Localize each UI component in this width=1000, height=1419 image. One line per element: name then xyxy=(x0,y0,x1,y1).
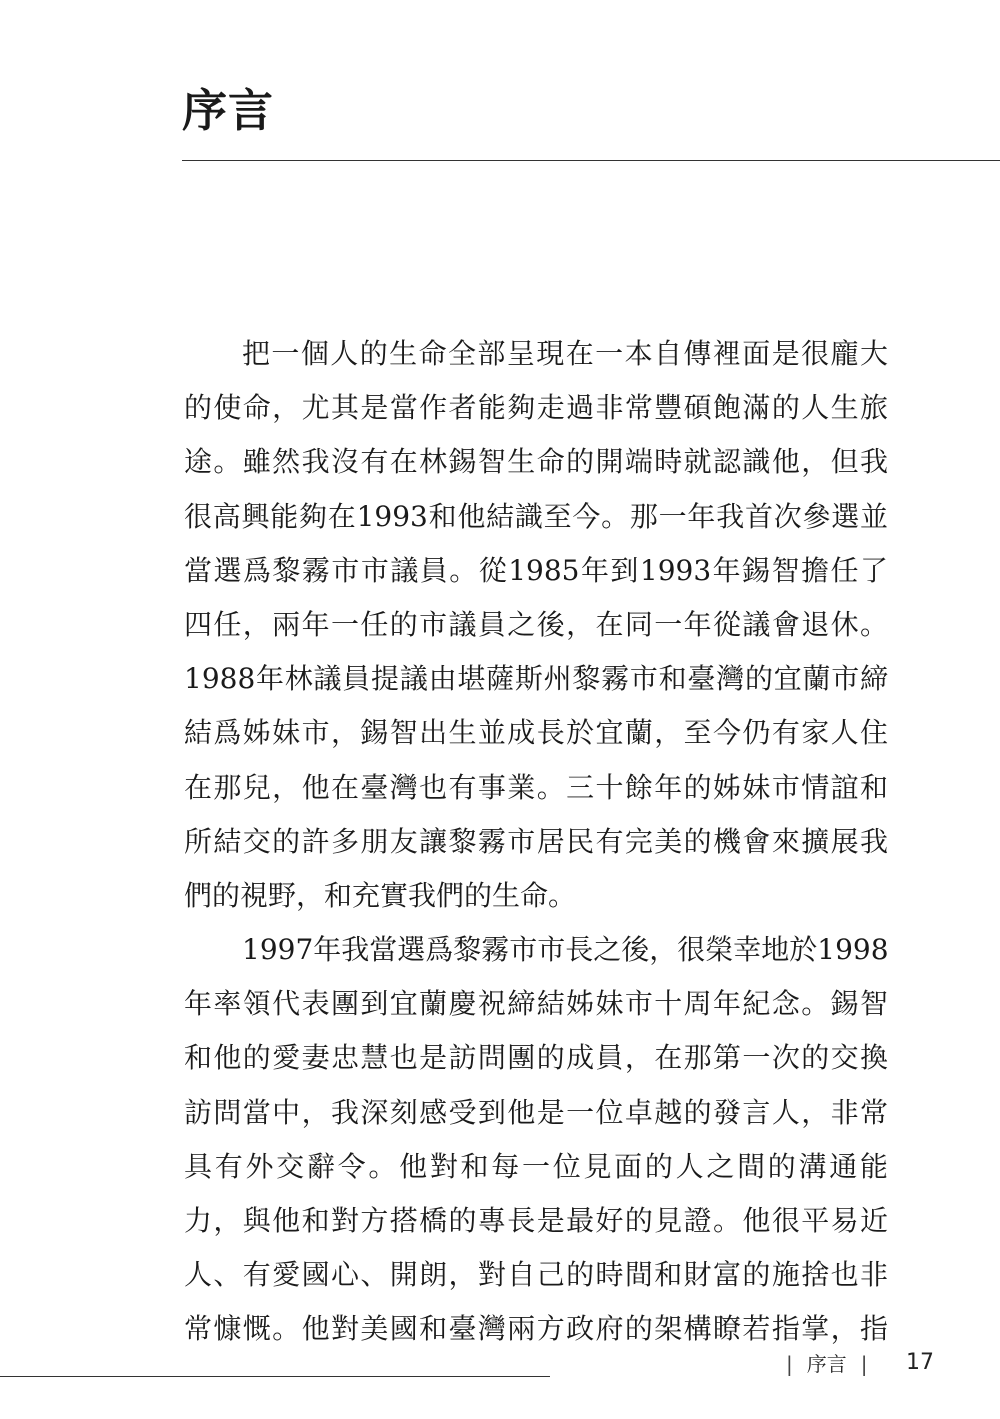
text-line: 當選爲黎霧市市議員。從1985年到1993年錫智擔任了 xyxy=(184,553,888,587)
body-text xyxy=(184,327,888,1357)
text-line: 四任，兩年一任的市議員之後，在同一年從議會退休。 xyxy=(184,607,888,641)
text-line: 結爲姊妹市，錫智出生並成長於宜蘭，至今仍有家人住 xyxy=(184,716,888,750)
title-divider xyxy=(182,160,1000,161)
text-line: 的使命，尤其是當作者能夠走過非常豐碩飽滿的人生旅 xyxy=(184,391,888,425)
text-line: 1997年我當選爲黎霧市市長之後，很榮幸地於1998 xyxy=(242,933,889,967)
text-line: 人、有愛國心、開朗，對自己的時間和財富的施捨也非 xyxy=(184,1258,888,1292)
page-number: 17 xyxy=(906,1350,934,1375)
text-line: 途。雖然我沒有在林錫智生命的開端時就認識他，但我 xyxy=(184,445,888,479)
text-line: 力，與他和對方搭橋的專長是最好的見證。他很平易近 xyxy=(184,1204,888,1237)
chapter-title: 序言 xyxy=(182,84,275,137)
text-line: 1988年林議員提議由堪薩斯州黎霧市和臺灣的宜蘭市締 xyxy=(184,662,888,696)
text-line: 所結交的許多朋友讓黎霧市居民有完美的機會來擴展我 xyxy=(184,824,888,858)
text-line: 很高興能夠在1993和他結識至今。那一年我首次參選並 xyxy=(184,499,888,533)
text-line: 在那兒，他在臺灣也有事業。三十餘年的姊妹市情誼和 xyxy=(184,770,888,804)
separator-bar: | xyxy=(786,1352,793,1376)
paragraph-2 xyxy=(184,923,888,1357)
text-line: 常慷慨。他對美國和臺灣兩方政府的架構瞭若指掌，指 xyxy=(184,1312,888,1346)
paragraph-1 xyxy=(184,327,888,923)
footer-divider xyxy=(0,1376,550,1377)
text-line: 具有外交辭令。他對和每一位見面的人之間的溝通能 xyxy=(184,1149,888,1183)
running-head-label: 序言 xyxy=(806,1352,847,1376)
text-line: 把一個人的生命全部呈現在一本自傳裡面是很龐大 xyxy=(242,337,888,370)
text-line: 訪問當中，我深刻感受到他是一位卓越的發言人，非常 xyxy=(184,1095,888,1129)
running-head xyxy=(786,1351,868,1377)
text-line: 和他的愛妻忠慧也是訪問團的成員，在那第一次的交換 xyxy=(184,1041,888,1075)
text-line: 們的視野，和充實我們的生命。 xyxy=(184,878,577,912)
separator-bar: | xyxy=(860,1352,868,1376)
text-line: 年率領代表團到宜蘭慶祝締結姊妹市十周年紀念。錫智 xyxy=(184,987,888,1021)
